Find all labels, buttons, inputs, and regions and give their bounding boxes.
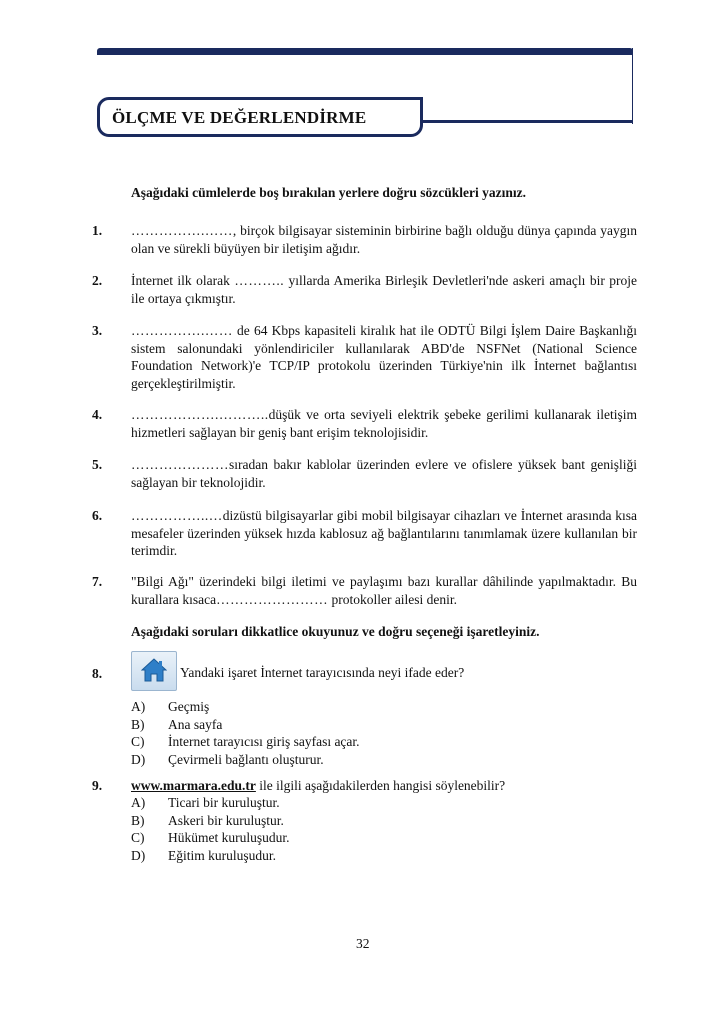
answer-blank[interactable]: ………………… [131,457,229,472]
question-text: protokoller ailesi denir. [328,591,458,607]
option-c[interactable]: C) Hükümet kuruluşudur. [131,830,290,845]
question-9 [92,777,637,795]
question-number: 2. [92,273,103,288]
question-text: ile ilgili aşağıdakilerden hangisi söylenebilir? [255,778,506,793]
question-text: dizüstü bilgisayarlar gibi mobil bilgisayar cihazları ve İnternet arasında kısa mesafeler üzerinden yüksek hızda kablosuz ağ bağlantılarını tanımlamak üzere kullanılan bir terimdir. [131,508,637,558]
question-9-options [131,794,290,864]
option-b[interactable]: B) Ana sayfa [131,716,223,732]
option-d[interactable]: D) Eğitim kuruluşudur. [131,847,276,863]
question-text: , birçok bilgisayar sisteminin birbirine bağlı olduğu dünya çapında yaygın olan ve sürekli büyüyen bir iletişim ağıdır. [131,223,637,256]
question-6 [92,507,637,560]
question-5 [92,456,637,491]
question-1 [92,222,637,257]
answer-blank[interactable]: …………….…… [131,323,233,338]
marmara-link[interactable]: www.marmara.edu.tr [131,778,256,793]
instruction-multiple-choice: Aşağıdaki soruları dikkatlice okuyunuz ve doğru seçeneği işaretleyiniz. [131,624,540,639]
question-text: düşük ve orta seviyeli elektrik şebeke gerilimi kullanarak iletişim hizmetleri sağlayan bir geniş bant erişim teknolojisidir. [131,407,637,440]
question-number: 6. [92,508,103,523]
question-8-options [131,698,360,768]
page-title: ÖLÇME VE DEĞERLENDİRME [112,108,367,127]
question-number: 7. [92,574,103,589]
question-text: yıllarda Amerika Birleşik Devletleri'nde askeri amaçlı bir proje ile ortaya çıkmıştır. [131,273,638,306]
option-d[interactable]: D) Çevirmeli bağlantı oluşturur. [131,751,324,767]
question-number: 9. [92,778,103,793]
question-7 [92,573,637,608]
answer-blank[interactable]: ……….. [234,273,285,288]
question-number: 4. [92,407,103,422]
question-number: 1. [92,223,103,238]
question-text-pre: İnternet ilk olarak [131,273,235,288]
page-number: 32 [356,936,370,951]
option-a[interactable]: A) Geçmiş [131,699,210,714]
answer-blank[interactable]: ……………….……….. [131,407,269,422]
question-3 [92,322,637,392]
question-text-pre: "Bilgi Ağı" üzerindeki bilgi iletimi ve paylaşımı bazı kurallar dâhilinde yapılmaktadır. Bu kurallara kısaca [131,574,637,607]
option-a[interactable]: A) Ticari bir kuruluştur. [131,795,280,810]
header-title-line [423,120,633,123]
question-4 [92,406,637,441]
answer-blank[interactable]: …………………… [216,591,329,607]
question-text: de 64 Kbps kapasiteli kiralık hat ile ODTÜ Bilgi İşlem Daire Başkanlığı sistem salonundaki yönlendiriciler kullanılarak ABD'de NSFNet (National Science Foundation Network)'e TCP/IP protokolu üzerinden Türkiye'nin ilk İnternet bağlantısı gerçekleştirilmiştir. [131,323,637,391]
header-top-bar [97,48,633,55]
question-8-text: Yandaki işaret İnternet tarayıcısında neyi ifade eder? [180,665,465,680]
question-number: 8. [92,666,103,681]
instruction-fill-in: Aşağıdaki cümlelerde boş bırakılan yerlere doğru sözcükleri yazınız. [131,185,526,200]
answer-blank[interactable]: …………….…… [131,223,233,238]
header-right-rule [632,48,633,124]
question-number: 5. [92,457,103,472]
option-b[interactable]: B) Askeri bir kuruluştur. [131,812,284,828]
question-text: sıradan bakır kablolar üzerinden evlere ve ofislere yüksek bant genişliği sağlayan bir teknolojidir. [131,457,637,490]
answer-blank[interactable]: ……………..… [131,508,223,523]
option-c[interactable]: C) İnternet tarayıcısı giriş sayfası açar. [131,734,360,749]
home-icon [131,651,177,691]
question-number: 3. [92,323,103,338]
question-2 [92,272,637,307]
